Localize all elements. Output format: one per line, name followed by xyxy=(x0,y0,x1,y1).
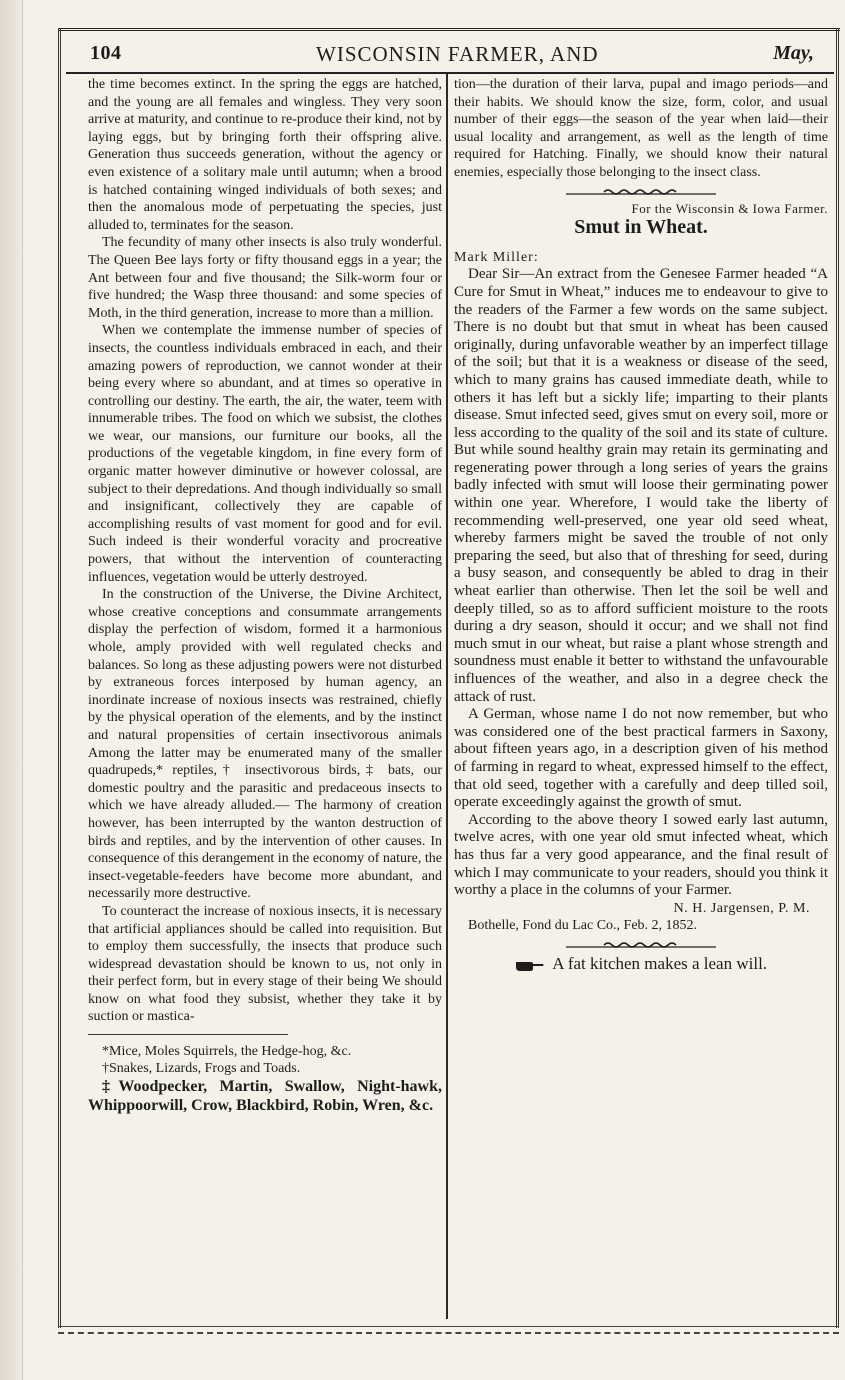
closing-text: A fat kitchen makes a lean will. xyxy=(552,953,768,973)
salutation: Mark Miller: xyxy=(454,249,539,265)
closing-line xyxy=(454,955,828,973)
paragraph: When we contemplate the immense number of species of insects, the countless individuals embraced in each, and their amazing powers of reproduction, we cannot wonder at their being every where so abundant, and at times so operative in controlling our destiny. The earth, the air, the water, teem with innumerable tribes. The food on which we subsist, the clothes we wear, our mansions, our furniture our books, all the productions of the vegetable kingdom, in fine every form of organic matter however diminutive or however colossal, are subject to their depredations. And though individually so small and insignificant, collectively they are capable of accomplishing results of vast moment for good and for evil. Such indeed is their wonderful voracity and procreative powers, that without the intervention of counteracting influences, vegetation would be utterly destroyed. xyxy=(88,323,442,585)
paragraph: A German, whose name I do not now remember, but who was considered one of the best practical farmers in Saxony, about fifteen years ago, in a description given of his method of farming in regard to wheat, expressed himself to the effect, that old seed, together with a carefully and deep tilled soil, operate exceedingly against the growth of smut. xyxy=(454,706,828,811)
pointing-hand-icon xyxy=(515,958,545,972)
page-header xyxy=(66,40,832,68)
footnote-rule xyxy=(88,1034,288,1035)
paragraph: the time becomes extinct. In the spring the eggs are hatched, and the young are all females and wingless. They very soon arrive at maturity, and continue to re-produce their kind, not by laying eggs, but by bringing forth their offspring alive. Generation thus succeeds generation, without the agency or even existence of a solitary male until autumn; when a brood is hatched containing winged individuals of both sexes; and then the anomalous mode of perpetuating the species, just alluded to, terminates for the season. xyxy=(88,77,442,233)
issue-month: May, xyxy=(773,42,814,64)
column-rule xyxy=(446,74,448,1319)
paragraph: The fecundity of many other insects is also truly wonderful. The Queen Bee lays forty or fifty thousand eggs in a year; the Ant between four and five thousand; the Silk-worm four or five hundred; the Wasp three thousand: and some species of Moth, in the third generation, increase to more than a million. xyxy=(88,235,442,321)
article-title: Smut in Wheat. xyxy=(574,216,708,239)
paragraph: In the construction of the Universe, the Divine Architect, whose creative conceptions and consummate arrangements display the perfection of wisdom, formed it a harmonious whole, amply provided with well regulated checks and balances. So long as these adjusting powers were not disturbed by extraneous forces interposed by human agency, an inordinate increase of noxious insects was restrained, chiefly by the physical operation of the elements, and by the instinct and natural propensities of certain insectivorous animals Among the latter may be enumerated many of the smaller quadrupeds,* reptiles,† insectivorous birds,‡ bats, our domestic poultry and the parasitic and predaceous insects to which we have already alluded.— The harmony of creation however, has been interrupted by the wanton destruction of birds and reptiles, and by the intervention of other causes. In consequence of this derangement in the economy of nature, the insect-vegetable-feeders have become more abundant, and necessarily more destructive. xyxy=(88,587,442,902)
page-number: 104 xyxy=(90,42,122,64)
left-column xyxy=(88,76,442,1115)
page-frame-bottom-dashed xyxy=(58,1332,839,1334)
page-frame-bottom xyxy=(58,1326,839,1327)
ornamental-divider xyxy=(566,188,716,196)
page-frame-left xyxy=(58,28,61,1328)
page-edge xyxy=(0,0,23,1380)
paragraph: Dear Sir—An extract from the Genesee Farmer headed “A Cure for Smut in Wheat,” induces me to endeavour to give to the readers of the Farmer a few words on the same subject. There is no doubt but that smut in wheat has been caused originally, during unfavorable weather by an imperfect tillage of the soil; but that it is a weakness or disease of the seed, which to many grains has caused immediate death, while to others it has left but a sickly life; imparting to their plants disease. Smut infected seed, gives smut on every soil, more or less according to the quality of the soil and its state of culture. But while sound healthy grain may retain its germinating and regenerating power through a long series of years the grains badly infected with smut will loose their germinating power within one year. Wherefore, I would take the liberty of recommending well-preserved, one year old seed wheat, whereby farmers might be saved the trouble of not only preparing the seed, but also that of threshing for seed, during a busy season, and consequently be abled to drag in their wheat earlier than otherwise. Then let the soil be well and deeply tilled, so as to afford sufficient moisture to the roots during a dry season, should it occur; and we shall not find much smut in our wheat, but raise a plant whose strength and soundness must enable it better to withstand the unfavourable influences of the weather, and also in a degree check the attack of rust. xyxy=(454,266,828,705)
article-credit: For the Wisconsin & Iowa Farmer. xyxy=(631,200,828,216)
paragraph: To counteract the increase of noxious insects, it is necessary that artificial appliances should be called into requisition. But to employ them successfully, the insects that produce such widespread devastation should be known to us, not only in their perfect form, but in every stage of their being We should know on what food they subsist, whether they take it by suction or mastica- xyxy=(88,903,442,1025)
page-frame-right xyxy=(836,28,839,1328)
footnote: *Mice, Moles Squirrels, the Hedge-hog, &c. xyxy=(102,1044,352,1060)
footnote: ‡Woodpecker, Martin, Swallow, Night-hawk, Whippoorwill, Crow, Blackbird, Robin, Wren, &c. xyxy=(88,1078,442,1115)
footnote: †Snakes, Lizards, Frogs and Toads. xyxy=(102,1061,301,1077)
paragraph: tion—the duration of their larva, pupal and imago periods—and their habits. We should know the size, form, color, and usual number of their eggs—the season of the year when laid—their usual locality and arrangement, as well as the length of time required for Hatching. Finally, we should know their natural enemies, especially those belonging to the insect class. xyxy=(454,77,828,180)
signature: N. H. Jargensen, P. M. xyxy=(673,900,810,916)
paragraph: According to the above theory I sowed early last autumn, twelve acres, with one year old smut infected wheat, which has thus far a very good appearance, and the final result of which I may communicate to your readers, should you think it worthy a place in the columns of your Farmer. xyxy=(454,811,828,899)
publication-title: WISCONSIN FARMER, AND xyxy=(316,42,599,66)
right-column xyxy=(454,76,828,973)
footnotes xyxy=(88,1043,442,1115)
ornamental-divider xyxy=(566,941,716,949)
place-date: Bothelle, Fond du Lac Co., Feb. 2, 1852. xyxy=(468,918,698,934)
header-rule xyxy=(66,72,834,74)
